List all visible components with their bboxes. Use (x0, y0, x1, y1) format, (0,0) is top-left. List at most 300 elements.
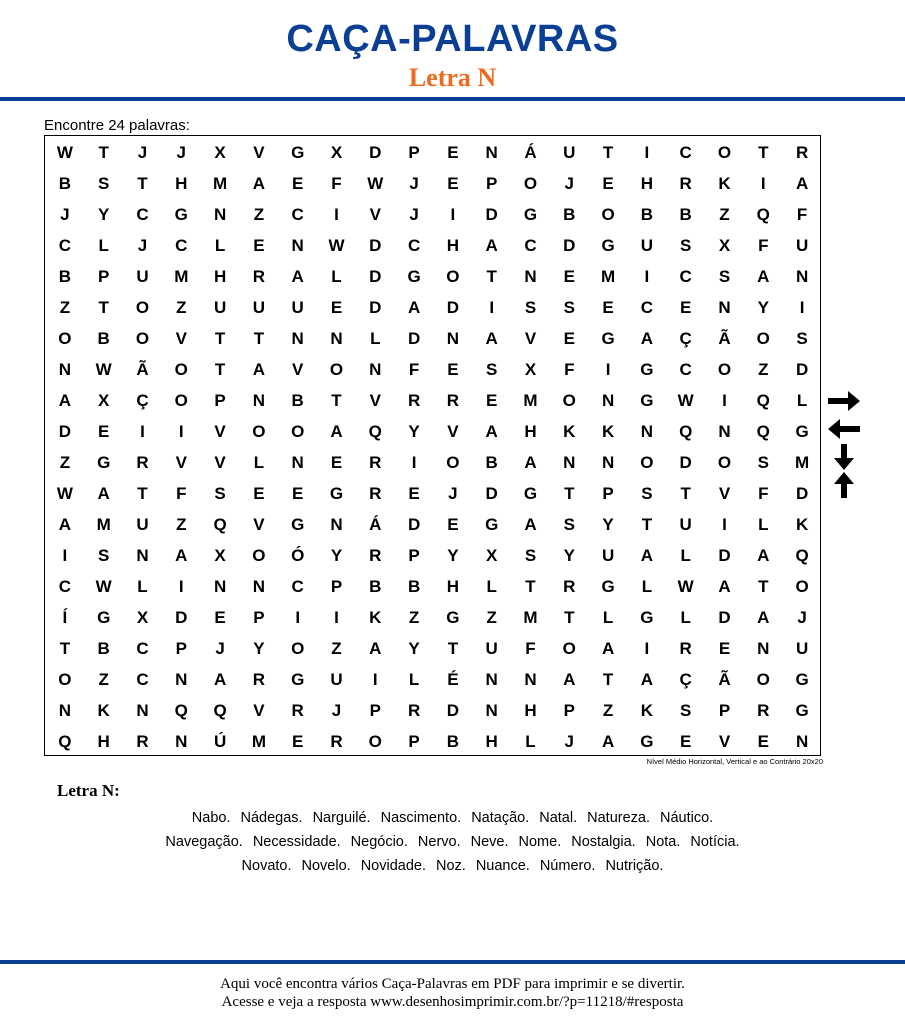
grid-cell[interactable]: O (562, 639, 576, 658)
grid-cell[interactable]: L (253, 453, 265, 472)
grid-cell[interactable]: P (486, 174, 498, 193)
grid-cell[interactable]: W (56, 143, 73, 162)
grid-cell[interactable]: P (408, 546, 420, 565)
grid-cell[interactable]: G (601, 329, 615, 348)
grid-cell[interactable]: W (677, 577, 694, 596)
grid-cell[interactable]: N (175, 732, 188, 751)
grid-cell[interactable]: P (98, 267, 110, 286)
grid-cell[interactable]: D (446, 298, 460, 317)
grid-cell[interactable]: O (329, 360, 344, 379)
grid-cell[interactable]: S (641, 484, 653, 503)
grid-cell[interactable]: O (252, 546, 266, 565)
grid-cell[interactable]: G (407, 267, 421, 286)
grid-cell[interactable]: Z (602, 701, 614, 720)
grid-cell[interactable]: F (758, 484, 769, 503)
grid-cell[interactable]: K (563, 422, 576, 441)
grid-cell[interactable]: V (253, 143, 265, 162)
grid-cell[interactable]: T (59, 639, 71, 658)
grid-cell[interactable]: V (214, 453, 226, 472)
grid-cell[interactable]: D (563, 236, 576, 255)
grid-cell[interactable]: T (137, 174, 148, 193)
grid-cell[interactable]: T (680, 484, 691, 503)
grid-cell[interactable]: E (602, 298, 614, 317)
grid-cell[interactable]: T (447, 639, 459, 658)
grid-cell[interactable]: X (98, 391, 110, 410)
grid-cell[interactable]: I (644, 639, 650, 658)
grid-cell[interactable]: R (291, 701, 304, 720)
grid-cell[interactable]: I (295, 608, 301, 627)
grid-cell[interactable]: T (331, 391, 342, 410)
grid-cell[interactable]: E (330, 453, 343, 472)
grid-cell[interactable]: G (446, 608, 460, 627)
grid-cell[interactable]: Ç (679, 329, 692, 348)
grid-cell[interactable]: G (601, 236, 615, 255)
grid-cell[interactable]: V (292, 360, 304, 379)
grid-cell[interactable]: N (175, 670, 188, 689)
grid-cell[interactable]: J (448, 484, 458, 503)
grid-cell[interactable]: U (136, 515, 149, 534)
grid-cell[interactable]: R (136, 453, 149, 472)
grid-cell[interactable]: N (563, 453, 576, 472)
grid-cell[interactable]: Ç (679, 670, 692, 689)
grid-cell[interactable]: G (601, 577, 615, 596)
grid-cell[interactable]: R (757, 701, 770, 720)
grid-cell[interactable]: Q (756, 391, 770, 410)
grid-cell[interactable]: S (680, 701, 692, 720)
grid-cell[interactable]: Ó (291, 546, 305, 565)
grid-cell[interactable]: Y (330, 546, 343, 565)
grid-cell[interactable]: D (446, 701, 460, 720)
grid-cell[interactable]: B (369, 577, 382, 596)
grid-cell[interactable]: F (176, 484, 187, 503)
grid-cell[interactable]: D (407, 329, 421, 348)
grid-cell[interactable]: C (291, 577, 304, 596)
grid-cell[interactable]: N (795, 267, 809, 286)
grid-cell[interactable]: A (97, 484, 110, 503)
grid-cell[interactable]: X (486, 546, 498, 565)
grid-cell[interactable]: P (330, 577, 343, 596)
grid-cell[interactable]: A (252, 360, 266, 379)
grid-cell[interactable]: B (97, 639, 110, 658)
grid-cell[interactable]: J (409, 205, 419, 224)
grid-cell[interactable]: N (330, 515, 343, 534)
grid-cell[interactable]: N (58, 360, 72, 379)
grid-cell[interactable]: N (291, 453, 304, 472)
grid-cell[interactable]: F (525, 639, 536, 658)
grid-cell[interactable]: A (563, 670, 576, 689)
grid-cell[interactable]: R (369, 484, 382, 503)
grid-cell[interactable]: F (758, 236, 769, 255)
grid-cell[interactable]: U (252, 298, 266, 317)
grid-cell[interactable]: G (97, 453, 111, 472)
grid-cell[interactable]: E (447, 360, 459, 379)
grid-cell[interactable]: W (95, 577, 112, 596)
grid-cell[interactable]: D (369, 267, 382, 286)
grid-cell[interactable]: D (795, 484, 809, 503)
grid-cell[interactable]: V (369, 391, 381, 410)
grid-cell[interactable]: P (214, 391, 226, 410)
grid-cell[interactable]: Y (563, 546, 575, 565)
grid-cell[interactable]: C (58, 577, 72, 596)
grid-cell[interactable]: J (176, 143, 187, 162)
grid-cell[interactable]: N (485, 143, 498, 162)
grid-cell[interactable]: I (722, 391, 727, 410)
grid-cell[interactable]: Y (602, 515, 614, 534)
grid-cell[interactable]: I (62, 546, 68, 565)
grid-cell[interactable]: K (97, 701, 110, 720)
grid-cell[interactable]: I (334, 608, 339, 627)
grid-cell[interactable]: O (756, 329, 770, 348)
grid-cell[interactable]: C (136, 639, 149, 658)
grid-cell[interactable]: Z (59, 298, 71, 317)
grid-cell[interactable]: V (524, 329, 537, 348)
grid-cell[interactable]: L (214, 236, 226, 255)
grid-cell[interactable]: E (447, 174, 459, 193)
grid-cell[interactable]: W (56, 484, 73, 503)
grid-cell[interactable]: U (136, 267, 149, 286)
grid-cell[interactable]: T (214, 329, 226, 348)
grid-cell[interactable]: C (679, 267, 692, 286)
grid-cell[interactable]: R (407, 701, 421, 720)
grid-cell[interactable]: F (408, 360, 420, 379)
grid-cell[interactable]: I (411, 453, 417, 472)
grid-cell[interactable]: Ç (136, 391, 149, 410)
grid-cell[interactable]: O (523, 174, 538, 193)
grid-cell[interactable]: E (680, 298, 692, 317)
grid-cell[interactable]: E (253, 236, 265, 255)
grid-cell[interactable]: I (178, 577, 184, 596)
grid-cell[interactable]: E (447, 143, 459, 162)
grid-cell[interactable]: D (485, 205, 498, 224)
grid-cell[interactable]: J (137, 236, 148, 255)
grid-cell[interactable]: X (718, 236, 731, 255)
grid-cell[interactable]: N (330, 329, 343, 348)
grid-cell[interactable]: N (718, 422, 731, 441)
grid-cell[interactable]: J (60, 205, 70, 224)
grid-cell[interactable]: D (369, 236, 382, 255)
grid-cell[interactable]: R (330, 732, 343, 751)
grid-cell[interactable]: N (58, 701, 72, 720)
grid-cell[interactable]: T (564, 484, 575, 503)
grid-cell[interactable]: V (253, 701, 265, 720)
grid-cell[interactable]: S (486, 360, 498, 379)
grid-cell[interactable]: H (640, 174, 654, 193)
grid-cell[interactable]: U (601, 546, 615, 565)
grid-cell[interactable]: L (525, 732, 536, 751)
grid-cell[interactable]: I (760, 174, 766, 193)
grid-cell[interactable]: N (524, 267, 537, 286)
grid-cell[interactable]: C (524, 236, 537, 255)
grid-cell[interactable]: O (717, 143, 732, 162)
grid-cell[interactable]: W (328, 236, 345, 255)
grid-cell[interactable]: L (680, 546, 691, 565)
grid-cell[interactable]: A (213, 670, 227, 689)
grid-cell[interactable]: U (485, 639, 498, 658)
grid-cell[interactable]: V (175, 453, 187, 472)
grid-cell[interactable]: C (175, 236, 188, 255)
grid-cell[interactable]: L (408, 670, 420, 689)
grid-cell[interactable]: L (98, 236, 109, 255)
grid-cell[interactable]: A (601, 639, 615, 658)
grid-cell[interactable]: X (136, 608, 149, 627)
grid-cell[interactable]: N (718, 298, 731, 317)
grid-cell[interactable]: H (213, 267, 227, 286)
grid-cell[interactable]: Y (447, 546, 459, 565)
grid-cell[interactable]: N (369, 360, 382, 379)
grid-cell[interactable]: O (756, 670, 770, 689)
grid-cell[interactable]: Í (62, 608, 68, 627)
grid-cell[interactable]: K (369, 608, 382, 627)
grid-cell[interactable]: A (795, 174, 809, 193)
grid-cell[interactable]: N (601, 453, 615, 472)
grid-cell[interactable]: E (292, 732, 304, 751)
grid-cell[interactable]: F (796, 205, 808, 224)
grid-cell[interactable]: E (486, 391, 498, 410)
grid-cell[interactable]: J (564, 174, 575, 193)
grid-cell[interactable]: U (563, 143, 576, 162)
grid-cell[interactable]: Y (408, 422, 420, 441)
grid-cell[interactable]: K (795, 515, 809, 534)
grid-cell[interactable]: K (718, 174, 731, 193)
grid-cell[interactable]: G (795, 701, 809, 720)
grid-cell[interactable]: L (370, 329, 381, 348)
grid-cell[interactable]: U (330, 670, 343, 689)
grid-cell[interactable]: N (757, 639, 770, 658)
grid-cell[interactable]: N (213, 205, 227, 224)
grid-cell[interactable]: T (758, 143, 769, 162)
grid-cell[interactable]: U (795, 639, 809, 658)
grid-cell[interactable]: S (524, 298, 537, 317)
grid-cell[interactable]: L (758, 515, 769, 534)
grid-cell[interactable]: Z (758, 360, 769, 379)
grid-cell[interactable]: M (251, 732, 266, 751)
grid-cell[interactable]: D (175, 608, 188, 627)
grid-cell[interactable]: R (407, 391, 421, 410)
grid-cell[interactable]: I (722, 515, 727, 534)
grid-cell[interactable]: O (135, 298, 150, 317)
grid-cell[interactable]: B (563, 205, 576, 224)
grid-cell[interactable]: A (718, 577, 731, 596)
grid-cell[interactable]: G (640, 608, 654, 627)
grid-cell[interactable]: O (562, 391, 576, 410)
grid-cell[interactable]: É (447, 670, 459, 689)
grid-cell[interactable]: W (367, 174, 384, 193)
grid-cell[interactable]: Ã (136, 360, 149, 379)
grid-cell[interactable]: A (757, 267, 770, 286)
grid-cell[interactable]: M (523, 608, 538, 627)
grid-cell[interactable]: Q (795, 546, 809, 565)
grid-cell[interactable]: H (485, 732, 498, 751)
grid-cell[interactable]: G (640, 360, 654, 379)
grid-cell[interactable]: D (369, 298, 382, 317)
grid-cell[interactable]: A (252, 174, 266, 193)
grid-cell[interactable]: A (330, 422, 343, 441)
grid-cell[interactable]: D (718, 608, 731, 627)
grid-cell[interactable]: A (58, 391, 72, 410)
grid-cell[interactable]: N (485, 701, 498, 720)
grid-cell[interactable]: Y (408, 639, 420, 658)
grid-cell[interactable]: P (408, 143, 420, 162)
grid-cell[interactable]: A (757, 608, 770, 627)
grid-cell[interactable]: T (253, 329, 265, 348)
grid-cell[interactable]: H (97, 732, 110, 751)
grid-cell[interactable]: G (795, 670, 809, 689)
grid-cell[interactable]: V (447, 422, 459, 441)
grid-cell[interactable]: B (446, 732, 460, 751)
grid-cell[interactable]: E (447, 515, 459, 534)
grid-cell[interactable]: V (369, 205, 381, 224)
grid-cell[interactable]: D (485, 484, 498, 503)
grid-cell[interactable]: N (252, 577, 266, 596)
grid-cell[interactable]: G (523, 484, 538, 503)
grid-cell[interactable]: J (409, 174, 419, 193)
grid-cell[interactable]: U (291, 298, 304, 317)
grid-cell[interactable]: Q (679, 422, 693, 441)
grid-cell[interactable]: Ã (718, 670, 731, 689)
grid-cell[interactable]: B (679, 205, 692, 224)
grid-cell[interactable]: Y (98, 205, 110, 224)
grid-cell[interactable]: G (174, 205, 188, 224)
grid-cell[interactable]: P (369, 701, 381, 720)
grid-cell[interactable]: O (795, 577, 809, 596)
grid-cell[interactable]: P (408, 732, 420, 751)
grid-cell[interactable]: L (796, 391, 808, 410)
grid-cell[interactable]: E (292, 174, 304, 193)
grid-cell[interactable]: S (757, 453, 769, 472)
grid-cell[interactable]: I (644, 143, 650, 162)
grid-cell[interactable]: S (214, 484, 226, 503)
grid-cell[interactable]: P (253, 608, 265, 627)
grid-cell[interactable]: O (446, 267, 460, 286)
grid-cell[interactable]: D (795, 360, 809, 379)
grid-cell[interactable]: E (563, 267, 575, 286)
grid-cell[interactable]: W (677, 391, 694, 410)
grid-cell[interactable]: C (407, 236, 421, 255)
grid-cell[interactable]: Z (408, 608, 420, 627)
grid-cell[interactable]: B (58, 174, 72, 193)
grid-cell[interactable]: X (524, 360, 537, 379)
grid-cell[interactable]: O (368, 732, 382, 751)
grid-cell[interactable]: H (524, 701, 537, 720)
grid-cell[interactable]: O (174, 391, 188, 410)
grid-cell[interactable]: Q (756, 422, 770, 441)
grid-cell[interactable]: G (795, 422, 809, 441)
grid-cell[interactable]: R (252, 267, 266, 286)
grid-cell[interactable]: T (602, 143, 614, 162)
grid-cell[interactable]: C (291, 205, 304, 224)
grid-cell[interactable]: G (291, 143, 305, 162)
grid-cell[interactable]: U (640, 236, 654, 255)
grid-cell[interactable]: K (601, 422, 615, 441)
grid-cell[interactable]: T (564, 608, 575, 627)
grid-cell[interactable]: A (485, 236, 498, 255)
grid-cell[interactable]: Z (176, 515, 187, 534)
grid-cell[interactable]: C (136, 205, 149, 224)
grid-cell[interactable]: W (95, 360, 112, 379)
grid-cell[interactable]: S (680, 236, 692, 255)
grid-cell[interactable]: N (485, 670, 498, 689)
grid-cell[interactable]: U (795, 236, 809, 255)
grid-cell[interactable]: T (214, 360, 226, 379)
grid-cell[interactable]: I (799, 298, 805, 317)
grid-cell[interactable]: D (718, 546, 731, 565)
grid-cell[interactable]: R (252, 670, 266, 689)
grid-cell[interactable]: A (640, 670, 654, 689)
grid-cell[interactable]: S (796, 329, 808, 348)
grid-cell[interactable]: S (524, 546, 537, 565)
grid-cell[interactable]: A (485, 329, 498, 348)
grid-cell[interactable]: E (602, 174, 614, 193)
grid-cell[interactable]: A (369, 639, 382, 658)
grid-cell[interactable]: E (330, 298, 343, 317)
grid-cell[interactable]: H (446, 577, 460, 596)
grid-cell[interactable]: J (215, 639, 225, 658)
grid-cell[interactable]: O (58, 329, 72, 348)
grid-cell[interactable]: O (291, 422, 305, 441)
grid-cell[interactable]: E (253, 484, 265, 503)
grid-cell[interactable]: J (331, 701, 342, 720)
grid-cell[interactable]: T (602, 670, 614, 689)
grid-cell[interactable]: R (795, 143, 809, 162)
grid-cell[interactable]: J (564, 732, 575, 751)
grid-cell[interactable]: I (334, 205, 339, 224)
grid-cell[interactable]: X (330, 143, 343, 162)
grid-cell[interactable]: V (718, 484, 731, 503)
grid-cell[interactable]: H (446, 236, 460, 255)
grid-cell[interactable]: Ú (213, 732, 227, 751)
grid-cell[interactable]: O (601, 205, 615, 224)
grid-cell[interactable]: L (331, 267, 342, 286)
grid-cell[interactable]: L (602, 608, 614, 627)
grid-cell[interactable]: N (252, 391, 266, 410)
grid-cell[interactable]: G (485, 515, 499, 534)
grid-cell[interactable]: A (58, 515, 72, 534)
grid-cell[interactable]: P (602, 484, 614, 503)
grid-cell[interactable]: I (450, 205, 456, 224)
grid-cell[interactable]: B (640, 205, 654, 224)
grid-cell[interactable]: Z (331, 639, 342, 658)
grid-cell[interactable]: C (58, 236, 72, 255)
grid-cell[interactable]: V (718, 732, 731, 751)
grid-cell[interactable]: Z (719, 205, 730, 224)
grid-cell[interactable]: N (291, 236, 304, 255)
grid-cell[interactable]: V (253, 515, 265, 534)
grid-cell[interactable]: Y (757, 298, 769, 317)
grid-cell[interactable]: G (291, 515, 305, 534)
grid-cell[interactable]: X (214, 143, 226, 162)
grid-cell[interactable]: O (291, 639, 305, 658)
grid-cell[interactable]: A (640, 329, 654, 348)
grid-cell[interactable]: N (601, 391, 615, 410)
grid-cell[interactable]: A (291, 267, 304, 286)
grid-cell[interactable]: R (369, 546, 382, 565)
grid-cell[interactable]: E (680, 732, 692, 751)
grid-cell[interactable]: F (331, 174, 342, 193)
grid-cell[interactable]: I (644, 267, 650, 286)
grid-cell[interactable]: I (140, 422, 145, 441)
grid-cell[interactable]: Q (213, 515, 227, 534)
grid-cell[interactable]: B (291, 391, 304, 410)
grid-cell[interactable]: A (524, 515, 537, 534)
grid-cell[interactable]: N (213, 577, 227, 596)
grid-cell[interactable]: N (291, 329, 304, 348)
grid-cell[interactable]: R (679, 174, 692, 193)
grid-cell[interactable]: Á (524, 143, 537, 162)
grid-cell[interactable]: Q (368, 422, 382, 441)
grid-cell[interactable]: H (524, 422, 537, 441)
grid-cell[interactable]: R (446, 391, 460, 410)
grid-cell[interactable]: G (291, 670, 305, 689)
